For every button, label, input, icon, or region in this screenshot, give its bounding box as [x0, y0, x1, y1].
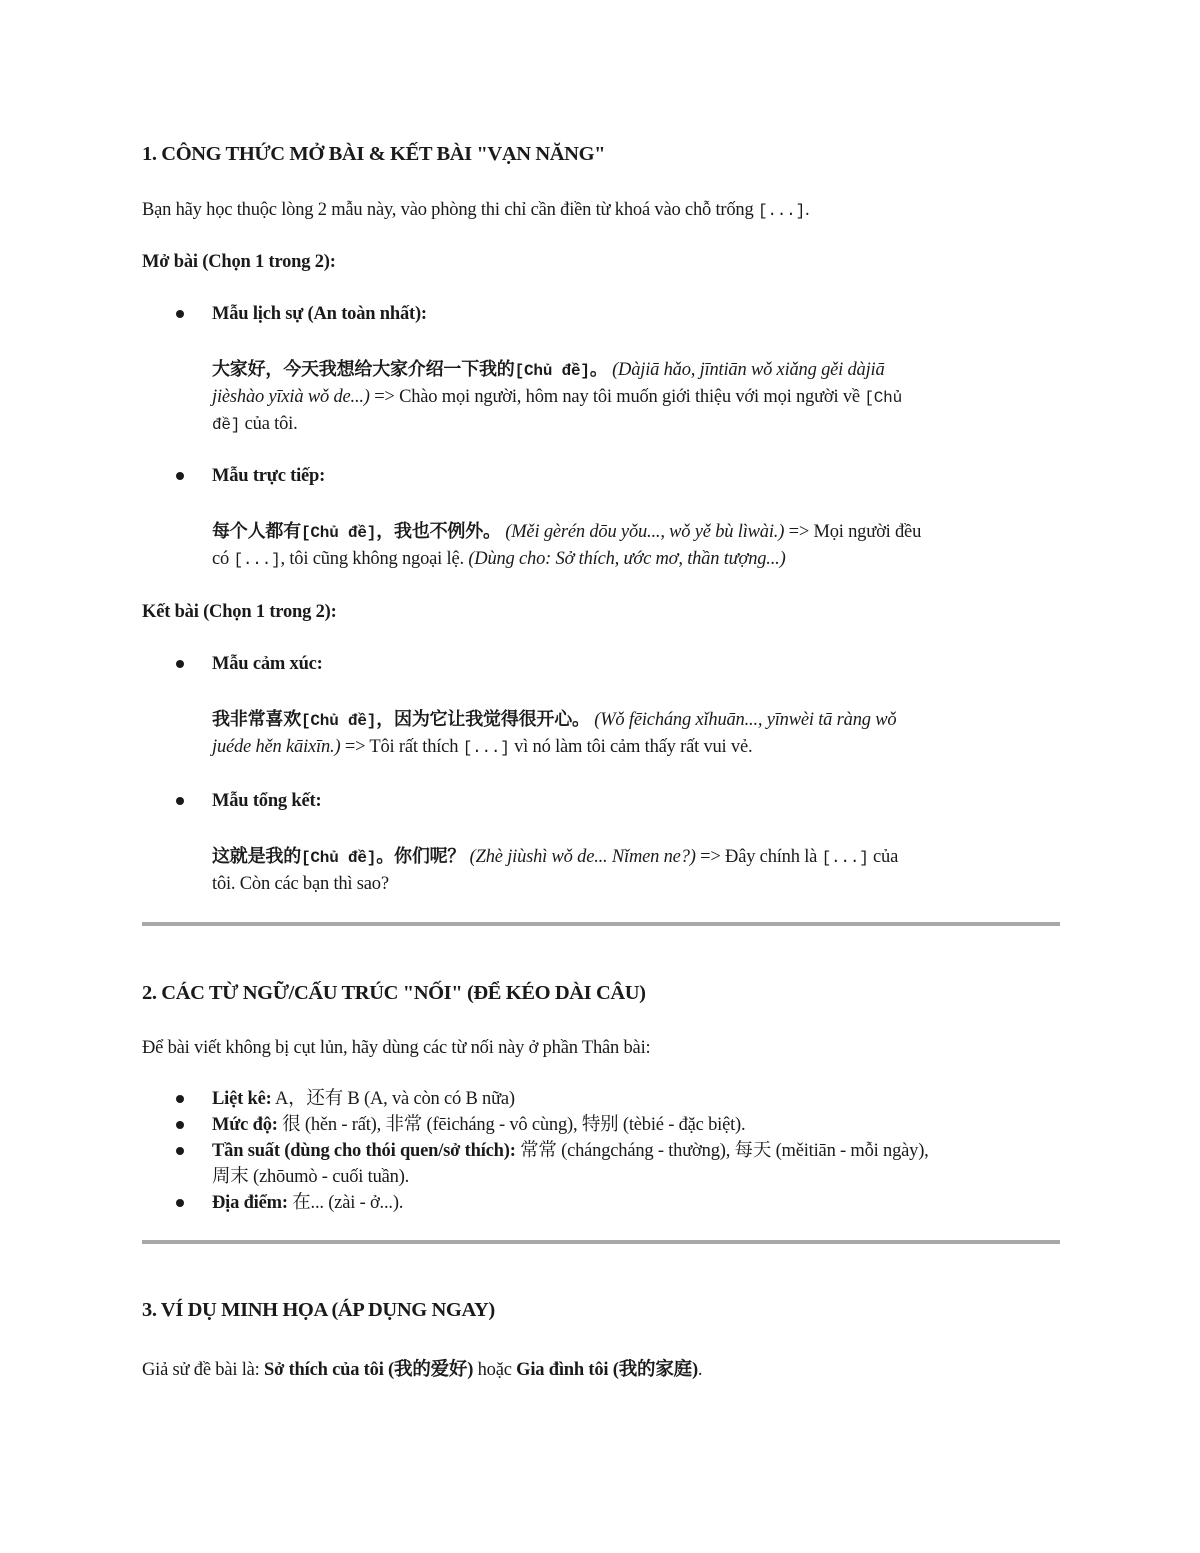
intro-end: . — [804, 200, 810, 220]
bullet-icon — [176, 1121, 184, 1129]
topic-1: Sở thích của tôi (我的爱好) — [264, 1360, 474, 1380]
intro-end: . — [697, 1360, 703, 1380]
close-item-2-body — [212, 844, 1072, 897]
open-item-2-label: Mẫu trực tiếp: — [212, 466, 326, 486]
connector-item-1 — [212, 1086, 1060, 1112]
bullet-icon — [176, 1199, 184, 1207]
translation-text: tôi. Còn các bạn thì sao? — [212, 874, 389, 894]
connector-text: 在... (zài - ở...). — [287, 1193, 404, 1213]
section-3-intro — [142, 1357, 702, 1383]
open-heading: Mở bài (Chọn 1 trong 2): — [142, 252, 336, 272]
placeholder-text: [Chủ đề] — [301, 849, 377, 867]
chinese-text: ，因为它让我觉得很开心。 — [376, 709, 590, 730]
bullet-icon — [176, 1147, 184, 1155]
translation-text: vì nó làm tôi cảm thấy rất vui vẻ. — [509, 737, 753, 757]
section-2-intro: Để bài viết không bị cụt lủn, hãy dùng các từ nối này ở phần Thân bài: — [142, 1038, 651, 1058]
translation-text: => Chào mọi người, hôm nay tôi muốn giới thiệu với mọi người về — [369, 387, 860, 407]
translation-text: của — [868, 847, 899, 867]
bullet-icon — [176, 1095, 184, 1103]
connector-text: 常常 (chángcháng - thường), 每天 (měitiān - mỗi ngày), — [515, 1141, 929, 1161]
chinese-text: 。你们呢？ — [376, 846, 466, 867]
section-divider — [142, 1240, 1060, 1244]
connector-label: Liệt kê: — [212, 1089, 272, 1109]
pinyin-text: (Wǒ fēicháng xǐhuān..., yīnwèi tā ràng wǒ — [594, 710, 897, 730]
translation-text: có — [212, 549, 230, 569]
translation-text: => Tôi rất thích — [340, 737, 459, 757]
close-item-1-label: Mẫu cảm xúc: — [212, 654, 323, 674]
connector-item-3 — [212, 1138, 1060, 1164]
placeholder-text: [Chủ đề] — [514, 362, 590, 380]
pinyin-text: juéde hěn kāixīn.) — [212, 737, 341, 757]
placeholder-text: đề] — [212, 416, 241, 434]
translation-text: , tôi cũng không ngoại lệ. — [280, 549, 464, 569]
chinese-text: ，我也不例外。 — [376, 521, 501, 542]
close-item-2-label: Mẫu tổng kết: — [212, 791, 322, 811]
chinese-text: 。 — [589, 359, 608, 380]
section-divider — [142, 922, 1060, 926]
connector-label: Mức độ: — [212, 1115, 278, 1135]
placeholder-text: [Chủ — [864, 389, 902, 407]
usage-note: (Dùng cho: Sở thích, ước mơ, thần tượng...) — [468, 549, 786, 569]
pinyin-text: (Zhè jiùshì wǒ de... Nǐmen ne?) — [469, 847, 696, 867]
placeholder-text: [Chủ đề] — [301, 524, 377, 542]
connector-text: 很 (hěn - rất), 非常 (fēicháng - vô cùng), 特别 (tèbié - đặc biệt). — [277, 1115, 746, 1135]
connector-label: Địa điểm: — [212, 1193, 288, 1213]
close-item-1-body — [212, 707, 1072, 761]
pinyin-text: jièshào yīxià wǒ de...) — [212, 387, 370, 407]
placeholder-text: [...] — [233, 551, 281, 569]
intro-text: Bạn hãy học thuộc lòng 2 mẫu này, vào phòng thi chỉ cần điền từ khoá vào chỗ trống — [142, 200, 754, 220]
open-item-2-body — [212, 519, 1072, 573]
chinese-text: 大家好，今天我想给大家介绍一下我的 — [212, 359, 515, 380]
placeholder-text: [...] — [462, 739, 510, 757]
intro-placeholder: [...] — [757, 202, 805, 220]
placeholder-text: [Chủ đề] — [301, 712, 377, 730]
section-2-title: 2. CÁC TỪ NGỮ/CẤU TRÚC "NỐI" (ĐỂ KÉO DÀI CÂU) — [142, 982, 646, 1004]
section-3-title: 3. VÍ DỤ MINH HỌA (ÁP DỤNG NGAY) — [142, 1299, 495, 1321]
close-heading: Kết bài (Chọn 1 trong 2): — [142, 602, 337, 622]
translation-text: => Mọi người đều — [784, 522, 922, 542]
connector-label: Tần suất (dùng cho thói quen/sở thích): — [212, 1141, 516, 1161]
section-1-intro — [142, 197, 809, 224]
chinese-text: 我非常喜欢 — [212, 709, 301, 730]
topic-2: Gia đình tôi (我的家庭) — [516, 1360, 698, 1380]
open-item-1-body — [212, 357, 1072, 438]
intro-text: Giả sử đề bài là: — [142, 1360, 260, 1380]
bullet-icon — [176, 310, 184, 318]
intro-text: hoặc — [473, 1360, 517, 1380]
connector-item-2 — [212, 1112, 1060, 1138]
translation-text: của tôi. — [240, 414, 298, 434]
connector-item-4 — [212, 1190, 1060, 1216]
chinese-text: 每个人都有 — [212, 521, 301, 542]
bullet-icon — [176, 472, 184, 480]
bullet-icon — [176, 797, 184, 805]
connector-text: A，还有 B (A, và còn có B nữa) — [271, 1089, 515, 1109]
placeholder-text: [...] — [821, 849, 869, 867]
bullet-icon — [176, 660, 184, 668]
chinese-text: 这就是我的 — [212, 846, 301, 867]
pinyin-text: (Dàjiā hǎo, jīntiān wǒ xiǎng gěi dàjiā — [612, 360, 885, 380]
section-1-title: 1. CÔNG THỨC MỞ BÀI & KẾT BÀI "VẠN NĂNG" — [142, 143, 606, 165]
pinyin-text: (Měi gèrén dōu yǒu..., wǒ yě bù lìwài.) — [505, 522, 785, 542]
translation-text: => Đây chính là — [695, 847, 818, 867]
open-item-1-label: Mẫu lịch sự (An toàn nhất): — [212, 304, 427, 324]
connector-item-3-line-2: 周末 (zhōumò - cuối tuần). — [212, 1167, 410, 1187]
